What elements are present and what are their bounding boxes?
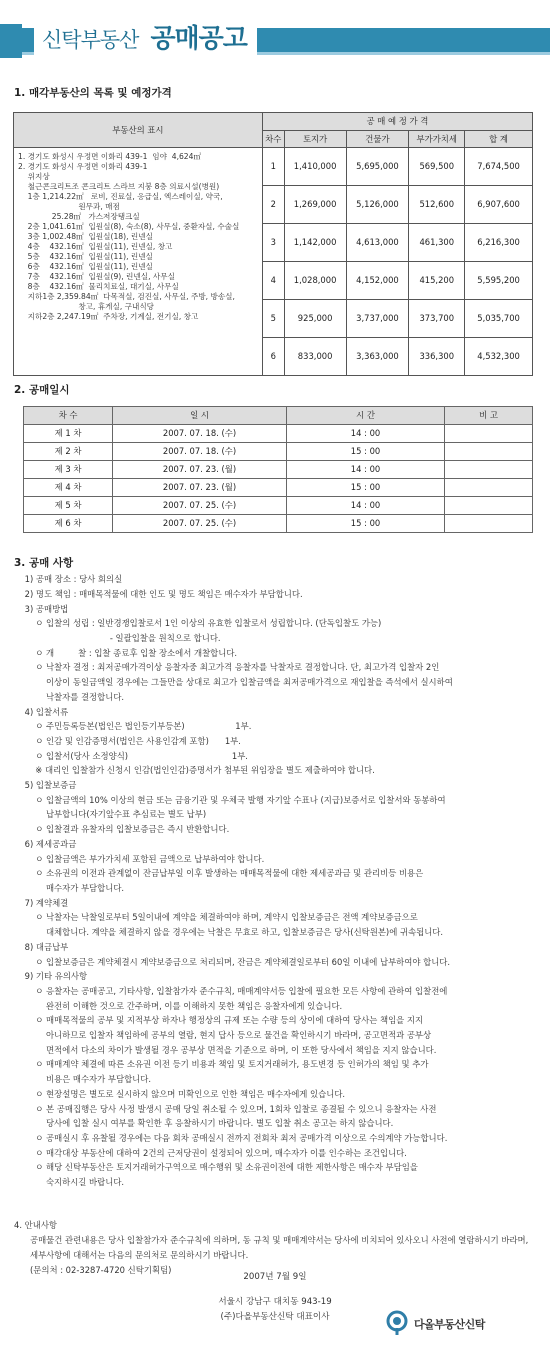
- notice-line: ㅇ 응찰자는 공매공고, 기타사항, 입찰참가자 준수규칙, 매매계약서등 입찰에 필요한 모든 사항에 관하여 입찰전에: [14, 985, 448, 996]
- schedule-note: [445, 479, 533, 497]
- row-land: 1,410,000: [284, 148, 346, 186]
- row-total: 4,532,300: [465, 338, 533, 376]
- section2-title: 2. 공매일시: [14, 384, 70, 396]
- row-land: 1,269,000: [284, 186, 346, 224]
- notice-line: - 일괄입찰을 원칙으로 합니다.: [14, 633, 221, 644]
- notice-line: ㅇ 주민등록등본(법인은 법인등기부등본) 1부.: [14, 721, 252, 732]
- schedule-time: 15 : 00: [287, 515, 445, 533]
- schedule-time: 14 : 00: [287, 425, 445, 443]
- schedule-date: 2007. 07. 25. (수): [113, 497, 287, 515]
- row-round: 6: [262, 338, 284, 376]
- schedule-time: 15 : 00: [287, 479, 445, 497]
- notice-line: ㅇ 공매실시 후 유찰될 경우에는 다음 회차 공매실시 전까지 전회차 최저 공매가격 이상으로 수의계약 가능합니다.: [14, 1132, 448, 1143]
- price-table: [13, 112, 533, 376]
- notice-line: 4) 입찰서류: [14, 706, 69, 717]
- notice-line: ㅇ 낙찰자는 낙찰일로부터 5일이내에 계약을 체결하여야 하며, 계약시 입찰보증금은 전액 계약보증금으로: [14, 912, 418, 923]
- schedule-round: 제 3 차: [24, 461, 113, 479]
- section3: [14, 556, 538, 1190]
- col-total: 합 계: [465, 131, 533, 148]
- notice-line: 숙지하시길 바랍니다.: [14, 1177, 125, 1188]
- schedule-note: [445, 425, 533, 443]
- daol-logo-icon: [384, 1310, 410, 1340]
- row-land: 925,000: [284, 300, 346, 338]
- col-group: 공 매 예 정 가 격: [262, 113, 532, 131]
- schedule-round: 제 6 차: [24, 515, 113, 533]
- notice-line: ㅇ 매매계약 체결에 따른 소유권 이전 등기 비용과 책임 및 토지거래허가, 용도변경 등 인허가의 책임 및 추가: [14, 1059, 429, 1070]
- schedule-time: 15 : 00: [287, 443, 445, 461]
- notice-line: 면적에서 다소의 차이가 발생될 경우 공부상 면적을 기준으로 하며, 이 또한 당사에서 책임을 지지 않습니다.: [14, 1044, 437, 1055]
- property-description: 1. 경기도 화성시 우정면 이화리 439-1 임야 4,624㎡ 2. 경기도 화성시 우정면 이화리 439-1 위지상 철근콘크리트조 콘크리트 스라브 지붕 8층 의료시설(병원) 1층 1,214.22㎡ 로비, 진료실, 응급실, 엑스레이실, 약국, 원무과, 매점 25.28㎡ 가스저장탱크실 2층 1,041.61㎡ 입원실(8), 숙소(8), 사무실, 중환자실, 수술실 3층 1,002.48㎡ 입원실(18), 린넨실 4층 432.16㎡ 입원실(11), 린넨실, 창고 5층 432.16㎡ 입원실(11), 린넨실 6층 432.16㎡ 입원실(11), 린넨실 7층 432.16㎡ 입원실(9), 린넨실, 사무실 8층 432.16㎡ 물리치료실, 대기실, 사무실 지하1층 2,359.84㎡ 다목적실, 검진실, 사무실, 주방, 방송실, 창고, 휴게실, 구내식당 지하2층 2,247.19㎡ 주차장, 기계실, 전기실, 창고: [14, 148, 263, 376]
- company-logo: [384, 1310, 485, 1340]
- company-name: (주)다올부동산신탁 대표이사: [220, 1312, 330, 1322]
- row-total: 5,595,200: [465, 262, 533, 300]
- schedule-time: 14 : 00: [287, 461, 445, 479]
- schedule-round: 제 4 차: [24, 479, 113, 497]
- notice-line: 당사에 입찰 실시 여부를 확인한 후 응찰하시기 바랍니다. 별도 입찰 취소 공고는 하지 않습니다.: [14, 1118, 394, 1129]
- col-round: 차 수: [24, 407, 113, 425]
- page-title: [34, 18, 257, 62]
- notice-line: ㅇ 입찰금액은 부가가치세 포함된 금액으로 납부하여야 합니다.: [14, 853, 265, 864]
- notice-line: 9) 기타 유의사항: [14, 971, 88, 982]
- notice-line: 이상이 동일금액일 경우에는 그들만을 상대로 최고가 입찰금액을 최저공매가격으로 재입찰을 즉석에서 실시하여: [14, 677, 453, 688]
- col-note: 비 고: [445, 407, 533, 425]
- row-building: 5,695,000: [346, 148, 409, 186]
- section4-title: 4. 안내사항: [14, 1220, 58, 1230]
- row-vat: 373,700: [409, 300, 465, 338]
- notice-line: 완전히 이해한 것으로 간주하며, 이를 이해하지 못한 책임은 응찰자에게 있습니다.: [14, 1000, 343, 1011]
- notice-line: 매수자가 부담합니다.: [14, 882, 125, 893]
- row-building: 4,613,000: [346, 224, 409, 262]
- row-vat: 336,300: [409, 338, 465, 376]
- notice-line: 낙찰자를 결정합니다.: [14, 691, 125, 702]
- notice-line: ㅇ 입찰결과 유찰자의 입찰보증금은 즉시 반환합니다.: [14, 824, 230, 835]
- notice-line: ㅇ 인감 및 인감증명서(법인은 사용인감계 포함) 1부.: [14, 735, 241, 746]
- row-round: 2: [262, 186, 284, 224]
- logo-text: 다올부동산신탁: [414, 1318, 485, 1332]
- row-round: 5: [262, 300, 284, 338]
- row-vat: 512,600: [409, 186, 465, 224]
- col-property: 부동산의 표시: [14, 113, 263, 148]
- notice-line: 6) 제세공과금: [14, 838, 77, 849]
- row-round: 1: [262, 148, 284, 186]
- section4-body: 공매물건 관련내용은 당사 입찰참가자 준수규칙에 의하며, 동 규칙 및 매매계약서는 당사에 비치되어 있사오니 사전에 열람하시기 바라며, 세부사항에 대해서는 다음의 문의처로 문의하시기 바랍니다.: [30, 1235, 529, 1260]
- notice-line: 납부합니다(자기앞수표 추심료는 별도 납부): [14, 809, 207, 820]
- header-accent-block: [0, 24, 22, 58]
- notice-line: ㅇ 입찰금액의 10% 이상의 현금 또는 금융기관 및 우체국 발행 자기앞 수표나 (지급)보증서로 입찰서와 동봉하여: [14, 794, 446, 805]
- notice-line: ㅇ 낙찰자 결정 : 최저공매가격이상 응찰자중 최고가격 응찰자를 낙찰자로 결정합니다. 단, 최고가격 입찰자 2인: [14, 662, 440, 673]
- schedule-round: 제 2 차: [24, 443, 113, 461]
- row-building: 4,152,000: [346, 262, 409, 300]
- col-date: 일 시: [113, 407, 287, 425]
- page-header: [0, 0, 550, 72]
- row-vat: 415,200: [409, 262, 465, 300]
- notice-line: ㅇ 입찰의 성립 : 일반경쟁입찰로서 1인 이상의 유효한 입찰로서 성립합니다. (단독입찰도 가능): [14, 618, 382, 629]
- schedule-date: 2007. 07. 18. (수): [113, 443, 287, 461]
- notice-line: ※ 대리인 입찰참가 신청시 인감(법인인감)증명서가 첨부된 위임장을 별도 제출하여야 합니다.: [14, 765, 375, 776]
- row-building: 5,126,000: [346, 186, 409, 224]
- row-building: 3,363,000: [346, 338, 409, 376]
- notice-line: ㅇ 현장설명은 별도로 실시하지 않으며 미확인으로 인한 책임은 매수자에게 있습니다.: [14, 1088, 346, 1099]
- row-land: 1,142,000: [284, 224, 346, 262]
- schedule-time: 14 : 00: [287, 497, 445, 515]
- col-building: 건물가: [346, 131, 409, 148]
- row-vat: 569,500: [409, 148, 465, 186]
- notice-line: 1) 공매 장소 : 당사 회의실: [14, 574, 123, 585]
- schedule-round: 제 1 차: [24, 425, 113, 443]
- schedule-note: [445, 497, 533, 515]
- schedule-note: [445, 515, 533, 533]
- section4: [14, 1218, 538, 1278]
- row-vat: 461,300: [409, 224, 465, 262]
- notice-line: ㅇ 해당 신탁부동산은 토지거래허가구역으로 매수행위 및 소유권이전에 대한 제한사항은 매수자 부담임을: [14, 1162, 418, 1173]
- notice-date: 2007년 7월 9일: [243, 1272, 307, 1282]
- row-land: 1,028,000: [284, 262, 346, 300]
- schedule-date: 2007. 07. 25. (수): [113, 515, 287, 533]
- title-small: 신탁부동산: [42, 27, 139, 52]
- notice-line: 2) 명도 책임 : 매매목적물에 대한 인도 및 명도 책임은 매수자가 부담합니다.: [14, 588, 303, 599]
- col-land: 토지가: [284, 131, 346, 148]
- notice-line: 5) 입찰보증금: [14, 780, 77, 791]
- schedule-date: 2007. 07. 18. (수): [113, 425, 287, 443]
- col-vat: 부가가치세: [409, 131, 465, 148]
- row-building: 3,737,000: [346, 300, 409, 338]
- schedule-date: 2007. 07. 23. (월): [113, 479, 287, 497]
- schedule-round: 제 5 차: [24, 497, 113, 515]
- notice-line: ㅇ 본 공매집행은 당사 사정 발생시 공매 당일 취소될 수 있으며, 1회차 입찰로 종결될 수 있으니 응찰자는 사전: [14, 1103, 437, 1114]
- col-round: 차수: [262, 131, 284, 148]
- notice-line: ㅇ 매매목적물의 공부 및 지적부상 하자나 행정상의 규제 또는 수량 등의 상이에 대하여 당사는 책임을 지지: [14, 1015, 424, 1026]
- row-total: 6,907,600: [465, 186, 533, 224]
- schedule-note: [445, 443, 533, 461]
- company-address: 서울시 강남구 대치동 943-19: [218, 1297, 332, 1307]
- schedule-date: 2007. 07. 23. (월): [113, 461, 287, 479]
- row-round: 3: [262, 224, 284, 262]
- notice-line: ㅇ 개 찰 : 입찰 종료후 입찰 장소에서 개찰합니다.: [14, 647, 238, 658]
- row-round: 4: [262, 262, 284, 300]
- col-time: 시 간: [287, 407, 445, 425]
- section1-title: 1. 매각부동산의 목록 및 예정가격: [14, 87, 172, 99]
- notice-line: ㅇ 매각대상 부동산에 대하여 2건의 근저당권이 설정되어 있으며, 매수자가 이를 인수하는 조건입니다.: [14, 1147, 407, 1158]
- title-big: 공매공고: [150, 24, 247, 55]
- notice-line: 대체합니다. 계약을 체결하지 않을 경우에는 낙찰은 무효로 하고, 입찰보증금은 당사(신탁원본)에 귀속됩니다.: [14, 927, 444, 938]
- section4-contact: (문의처 : 02-3287-4720 신탁기획팀): [30, 1265, 172, 1275]
- notice-line: ㅇ 입찰보증금은 계약체결시 계약보증금으로 처리되며, 잔금은 계약체결일로부터 60일 이내에 납부하여야 합니다.: [14, 956, 451, 967]
- notice-line: ㅇ 소유권의 이전과 관계없이 잔금납부일 이후 발생하는 매매목적물에 대한 제세공과금 및 관리비등 비용은: [14, 868, 424, 879]
- notice-line: 비용은 매수자가 부담합니다.: [14, 1074, 152, 1085]
- row-land: 833,000: [284, 338, 346, 376]
- row-total: 7,674,500: [465, 148, 533, 186]
- section3-title: 3. 공매 사항: [14, 557, 74, 569]
- notice-line: 아니하므로 입찰자 책임하에 공부의 열람, 현지 답사 등으로 물건을 확인하시기 바라며, 공고면적과 공부상: [14, 1030, 432, 1041]
- section3-body: [14, 572, 538, 1190]
- notice-line: ㅇ 입찰서(당사 소정양식) 1부.: [14, 750, 248, 761]
- notice-line: 3) 공매방법: [14, 603, 69, 614]
- notice-line: 8) 대금납부: [14, 941, 69, 952]
- row-total: 6,216,300: [465, 224, 533, 262]
- schedule-table: [23, 406, 533, 533]
- row-total: 5,035,700: [465, 300, 533, 338]
- schedule-note: [445, 461, 533, 479]
- notice-line: 7) 계약체결: [14, 897, 69, 908]
